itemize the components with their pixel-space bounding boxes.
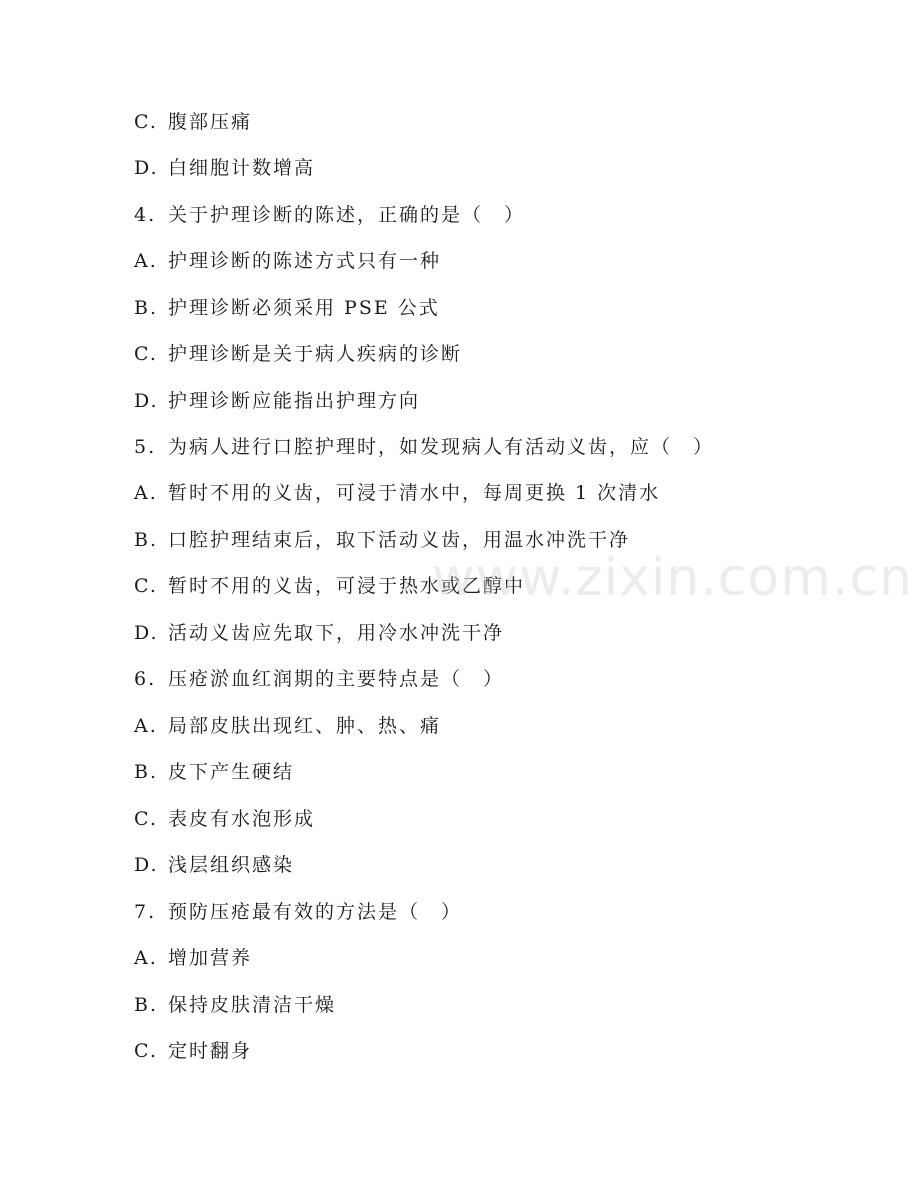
option-label: B. [134,529,159,551]
option-label: B. [134,297,159,319]
question-number: 4. [134,204,157,226]
question-number: 5. [134,436,157,458]
option-a-line [134,478,660,508]
option-label: C. [134,1040,158,1062]
option-text: 护理诊断必须采用 PSE 公式 [168,297,440,319]
option-text: 保持皮肤清洁干燥 [168,994,337,1016]
option-d-line [134,850,294,880]
option-text: 表皮有水泡形成 [168,808,316,830]
option-a-line [134,711,441,741]
question-4-line [134,200,525,230]
option-b-line [134,757,294,787]
question-number: 7. [134,901,157,923]
option-label: A. [134,482,158,504]
question-text: 压疮淤血红润期的主要特点是（ ） [168,668,505,690]
question-text: 预防压疮最有效的方法是（ ） [168,901,463,923]
option-label: C. [134,111,158,133]
option-label: D. [134,390,159,412]
option-text: 腹部压痛 [168,111,253,133]
option-d-line [134,618,504,648]
option-a-line [134,943,252,973]
option-text: 增加营养 [168,947,253,969]
option-label: A. [134,947,158,969]
option-label: A. [134,250,158,272]
option-text: 皮下产生硬结 [168,761,295,783]
option-text: 浅层组织感染 [168,854,295,876]
option-c-line [134,107,252,137]
option-label: D. [134,157,159,179]
option-d-line [134,386,420,416]
option-text: 暂时不用的义齿，可浸于清水中，每周更换 1 次清水 [168,482,661,504]
option-b-line [134,293,440,323]
option-label: B. [134,994,159,1016]
option-label: C. [134,343,158,365]
option-b-line [134,990,336,1020]
watermark: www.zixin.com.cn [432,548,913,608]
option-label: D. [134,854,159,876]
option-text: 护理诊断是关于病人疾病的诊断 [168,343,463,365]
option-label: A. [134,715,158,737]
option-label: C. [134,575,158,597]
question-6-line [134,664,504,694]
option-text: 白细胞计数增高 [168,157,316,179]
question-7-line [134,897,462,927]
option-c-line [134,339,462,369]
option-text: 定时翻身 [168,1040,253,1062]
option-label: C. [134,808,158,830]
option-text: 护理诊断的陈述方式只有一种 [168,250,442,272]
question-text: 关于护理诊断的陈述，正确的是（ ） [168,204,526,226]
option-c-line [134,804,315,834]
question-number: 6. [134,668,157,690]
question-text: 为病人进行口腔护理时，如发现病人有活动义齿，应（ ） [168,436,715,458]
option-text: 局部皮肤出现红、肿、热、痛 [168,715,442,737]
option-label: D. [134,622,159,644]
option-d-line [134,153,315,183]
option-text: 暂时不用的义齿，可浸于热水或乙醇中 [168,575,526,597]
question-5-line [134,432,714,462]
option-label: B. [134,761,159,783]
option-a-line [134,246,441,276]
option-c-line [134,1036,252,1066]
option-text: 护理诊断应能指出护理方向 [168,390,421,412]
option-text: 活动义齿应先取下，用冷水冲洗干净 [168,622,505,644]
option-text: 口腔护理结束后，取下活动义齿，用温水冲洗干净 [168,529,631,551]
